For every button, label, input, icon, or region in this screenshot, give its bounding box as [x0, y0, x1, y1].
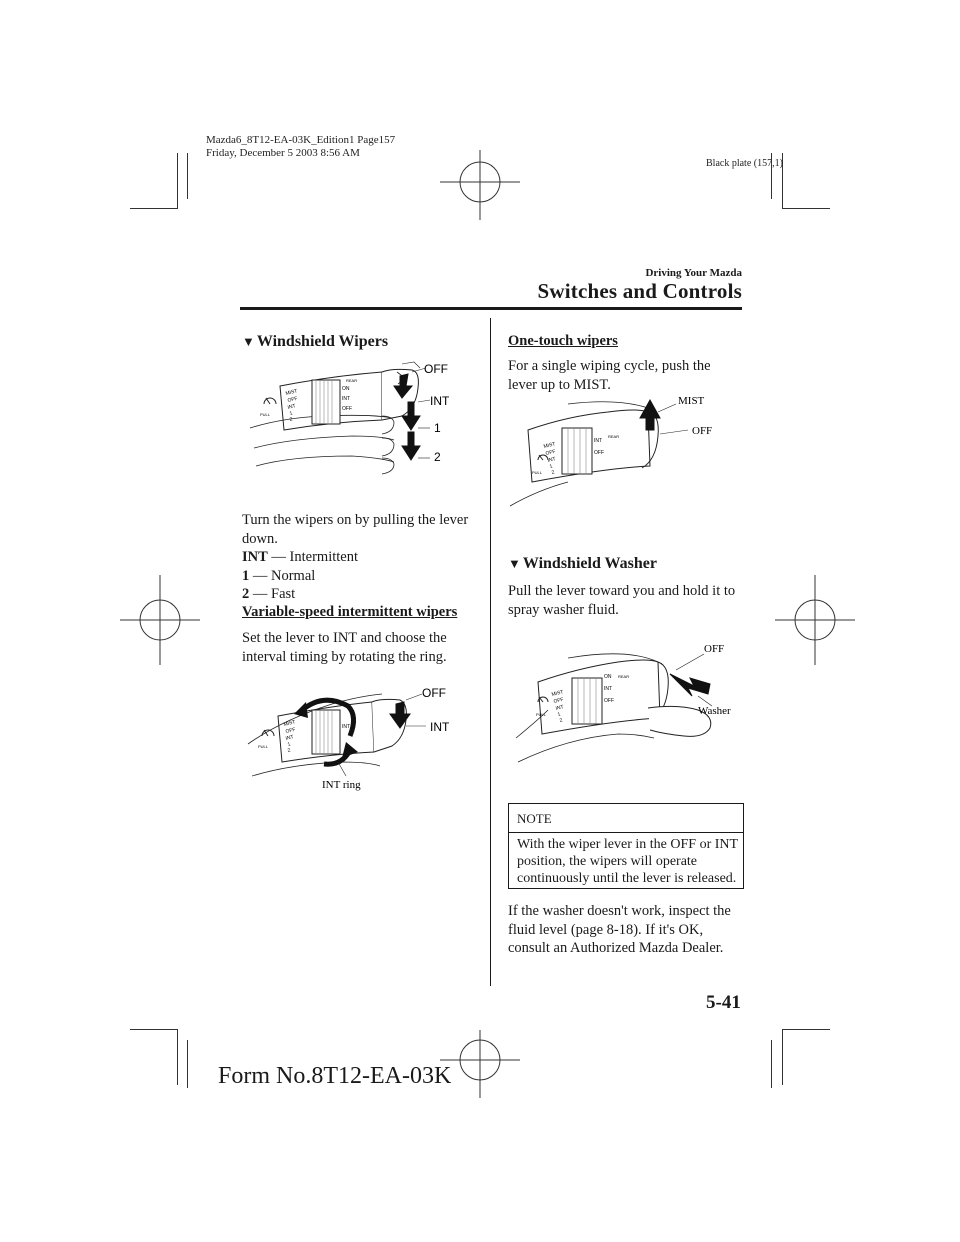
washer-troubleshoot-text: If the washer doesn't work, inspect the fluid level (page 8-18). If it's OK, consult an Authorized Mazda Dealer.	[508, 903, 731, 956]
fig1-label: 1	[434, 421, 441, 435]
wiper-icon	[264, 398, 276, 404]
print-info-line: Friday, December 5 2003 8:56 AM	[206, 147, 360, 159]
fig4-label: Washer	[698, 705, 731, 717]
ring-mark: OFF	[604, 698, 614, 704]
int-ring-figure	[242, 680, 457, 798]
dial-mark: 1	[287, 741, 292, 748]
dial-mark: 1	[289, 410, 294, 417]
fig2-label: INT ring	[322, 779, 361, 791]
fig1-label: INT	[430, 394, 450, 408]
washer-text: Pull the lever toward you and hold it to spray washer fluid.	[508, 583, 736, 618]
registration-mark-icon	[440, 150, 520, 230]
one-touch-figure	[508, 390, 728, 510]
triangle-bullet-icon: ▼	[242, 334, 255, 349]
pull-mark: PULL	[260, 412, 271, 417]
page-title: Switches and Controls	[537, 279, 742, 303]
mode-item: 2 — Fast	[242, 586, 296, 602]
variable-speed-heading: Variable-speed intermittent wipers	[242, 604, 458, 620]
dial-mark: OFF	[287, 395, 299, 404]
dial-mark: INT	[547, 456, 557, 464]
print-info	[206, 134, 395, 160]
dial-mark: 2	[559, 717, 564, 724]
dial-mark: OFF	[545, 448, 557, 457]
pull-mark: PULL	[258, 744, 269, 749]
note-box	[508, 803, 744, 889]
ring-mark: INT	[342, 724, 351, 730]
page-number: 5-41	[706, 992, 741, 1013]
windshield-wipers-heading	[242, 333, 388, 351]
dial-mark: MIST	[543, 441, 557, 450]
triangle-bullet-icon: ▼	[508, 556, 521, 571]
registration-mark-icon	[775, 575, 855, 665]
dial-mark: 2	[551, 469, 556, 476]
ring-mark: ON	[604, 674, 612, 680]
variable-speed-text: Set the lever to INT and choose the interval timing by rotating the ring.	[242, 630, 447, 665]
ring-mark: INT	[342, 396, 351, 402]
dial-mark: INT	[285, 734, 295, 742]
one-touch-heading: One-touch wipers	[508, 333, 618, 349]
print-info-line: Mazda6_8T12-EA-03K_Edition1 Page157	[206, 134, 396, 146]
form-number: Form No.8T12-EA-03K	[218, 1063, 452, 1089]
fig2-label: INT	[430, 720, 450, 734]
ring-mark: ON	[342, 386, 350, 392]
arrow-down-icon	[402, 432, 420, 460]
fig1-label: OFF	[424, 362, 448, 376]
registration-mark-icon	[120, 575, 200, 665]
one-touch-text: For a single wiping cycle, push the lever up to MIST.	[508, 358, 711, 393]
wiper-lever-figure	[242, 358, 457, 476]
arrow-pull-icon	[670, 674, 710, 696]
windshield-washer-heading	[508, 555, 657, 573]
dial-mark: INT	[287, 403, 297, 411]
heading-text: Windshield Wipers	[256, 333, 389, 350]
mode-item: INT — Intermittent	[242, 549, 358, 565]
rear-mark: REAR	[608, 434, 620, 439]
ring-mark: OFF	[594, 450, 604, 456]
ring-mark: OFF	[342, 406, 352, 412]
ring-mark: INT	[594, 438, 603, 444]
dial-mark: 1	[557, 711, 562, 718]
registration-mark-icon	[440, 1030, 520, 1110]
dial-mark: INT	[555, 704, 565, 712]
rear-mark: REAR	[346, 378, 358, 383]
heading-text: Windshield Washer	[522, 555, 657, 572]
dial-mark: OFF	[285, 726, 297, 735]
note-divider	[509, 832, 743, 833]
fig3-label: MIST	[678, 395, 705, 407]
column-divider	[490, 318, 491, 986]
note-text: With the wiper lever in the OFF or INT position, the wipers will operate continuously until the lever is released.	[517, 837, 738, 886]
dial-mark: MIST	[285, 388, 299, 397]
mode-list	[242, 548, 358, 604]
fig4-label: OFF	[704, 643, 725, 655]
washer-figure	[508, 638, 738, 768]
fig1-label: 2	[434, 450, 441, 464]
dial-mark: OFF	[553, 696, 565, 705]
pull-mark: PULL	[532, 470, 543, 475]
mode-item: 1 — Normal	[242, 567, 316, 584]
fig2-label: OFF	[422, 686, 446, 700]
rear-mark: REAR	[618, 674, 630, 679]
dial-mark: 2	[287, 747, 292, 754]
dial-mark: 2	[289, 416, 294, 423]
plate-label: Black plate (157,1)	[706, 158, 783, 169]
pull-mark: PULL	[536, 712, 547, 717]
wipers-intro: Turn the wipers on by pulling the lever down.	[242, 512, 469, 547]
header-rule	[240, 307, 742, 310]
dial-mark: MIST	[551, 689, 565, 698]
section-label: Driving Your Mazda	[645, 267, 742, 279]
ring-mark: INT	[604, 686, 613, 692]
fig3-label: OFF	[692, 425, 713, 437]
note-label: NOTE	[517, 811, 552, 826]
dial-mark: MIST	[283, 719, 297, 728]
dial-mark: 1	[549, 463, 554, 470]
